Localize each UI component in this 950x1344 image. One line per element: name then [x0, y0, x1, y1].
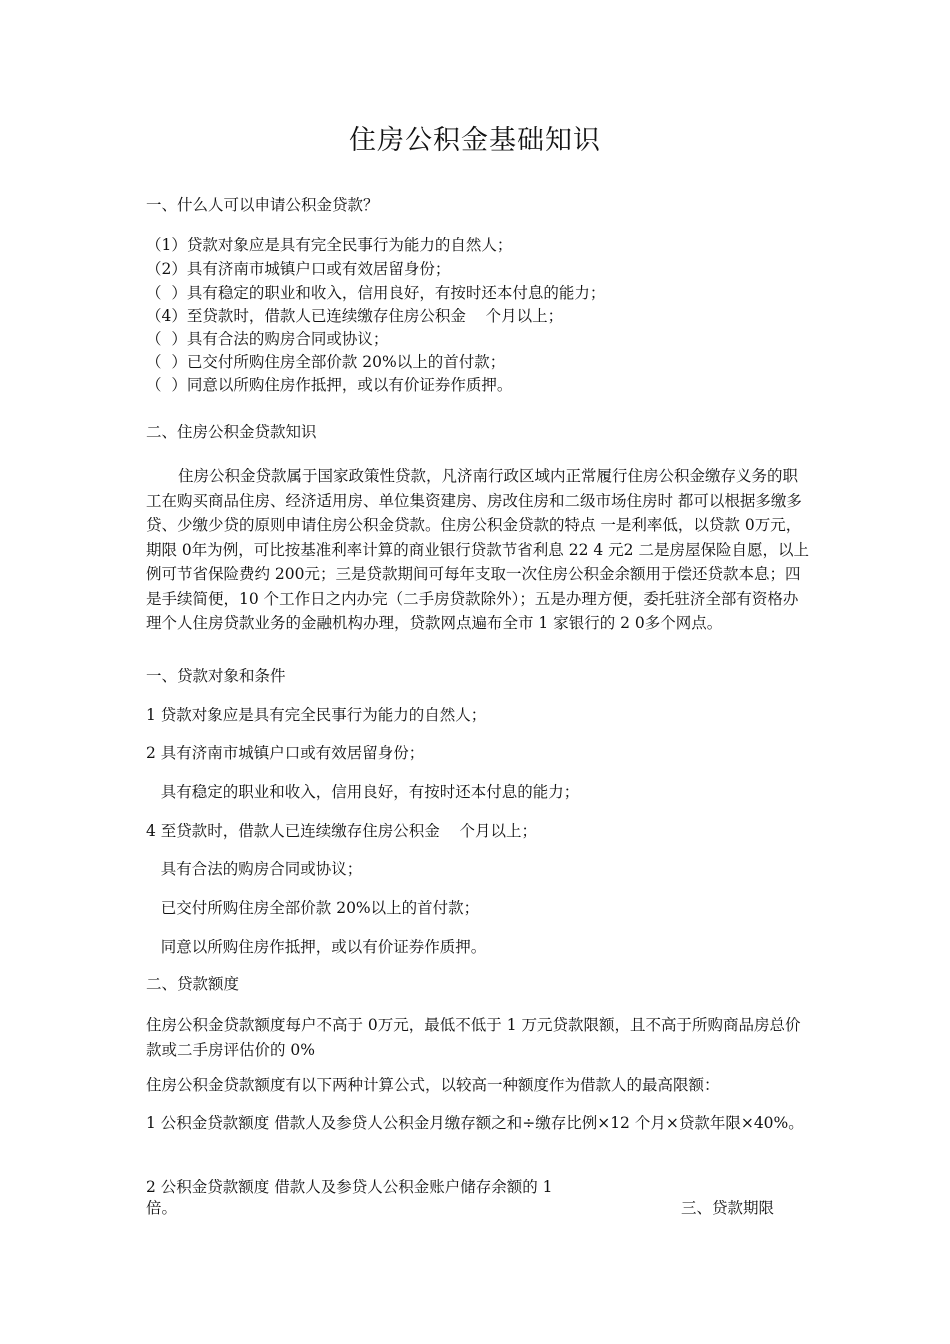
list-item: 4 至贷款时，借款人已连续缴存住房公积金 个月以上； — [146, 822, 537, 840]
list-item: 已交付所购住房全部价款 20%以上的首付款； — [146, 899, 480, 917]
list-item: 同意以所购住房作抵押，或以有价证券作质押。 — [146, 938, 487, 956]
list-item: 具有合法的购房合同或协议； — [146, 860, 363, 878]
section-heading-who-can-apply: 一、什么人可以申请公积金贷款？ — [146, 196, 379, 214]
list-item: （ ）已交付所购住房全部价款 20%以上的首付款； — [146, 353, 506, 371]
formula-2-continuation: 倍。 — [146, 1199, 178, 1217]
section-heading-loan-knowledge: 二、住房公积金贷款知识 — [146, 423, 317, 441]
page-title: 住房公积金基础知识 — [349, 125, 601, 156]
formula-1: 1 公积金贷款额度 借款人及参贷人公积金月缴存额之和÷缴存比例×12 个月×贷款年限×40%。 — [146, 1114, 804, 1132]
list-item: （ ）具有稳定的职业和收入，信用良好，有按时还本付息的能力； — [146, 284, 606, 302]
section-heading-loan-amount: 二、贷款额度 — [146, 975, 240, 993]
section-heading-eligibility: 一、贷款对象和条件 — [146, 667, 286, 685]
list-item: （2）具有济南市城镇户口或有效居留身份； — [146, 260, 451, 278]
list-item: 2 具有济南市城镇户口或有效居留身份； — [146, 744, 425, 762]
loan-knowledge-paragraph: 住房公积金贷款属于国家政策性贷款，凡济南行政区域内正常履行住房公积金缴存义务的职工在购买商品住房、经济适用房、单位集资建房、房改住房和二级市场住房时 都可以根据多缴多贷、少缴少贷的原则申请住房公积金贷款。住房公积金贷款的特点 一是利率低，以贷款 0万元，期限 0年为例，可比按基准利率计算的商业银行贷款节省利息 22 4 元2 二是房屋保险自愿，以上例可节省保险费约 200元；三是贷款期间可每年支取一次住房公积金余额用于偿还贷款本息；四是手续简便，10 个工作日之内办完（二手房贷款除外）；五是办理方便，委托驻济全部有资格办理个人住房贷款业务的金融机构办理，贷款网点遍布全市 1 家银行的 2 0多个网点。 — [146, 467, 809, 632]
section-heading-loan-term: 三、贷款期限 — [681, 1199, 775, 1217]
list-item: 具有稳定的职业和收入，信用良好，有按时还本付息的能力； — [146, 783, 580, 801]
list-item: （ ）具有合法的购房合同或协议； — [146, 330, 389, 348]
formula-2: 2 公积金贷款额度 借款人及参贷人公积金账户储存余额的 1 — [146, 1178, 553, 1196]
formula-intro: 住房公积金贷款额度有以下两种计算公式，以较高一种额度作为借款人的最高限额： — [146, 1076, 720, 1094]
list-item: （ ）同意以所购住房作抵押，或以有价证券作质押。 — [146, 376, 513, 394]
list-item: （4）至贷款时，借款人已连续缴存住房公积金 个月以上； — [146, 307, 564, 325]
list-item: 1 贷款对象应是具有完全民事行为能力的自然人； — [146, 706, 487, 724]
loan-amount-paragraph: 住房公积金贷款额度每户不高于 0万元，最低不低于 1 万元贷款限额，且不高于所购商品房总价款或二手房评估价的 0% — [146, 1016, 801, 1059]
list-item: （1）贷款对象应是具有完全民事行为能力的自然人； — [146, 236, 513, 254]
